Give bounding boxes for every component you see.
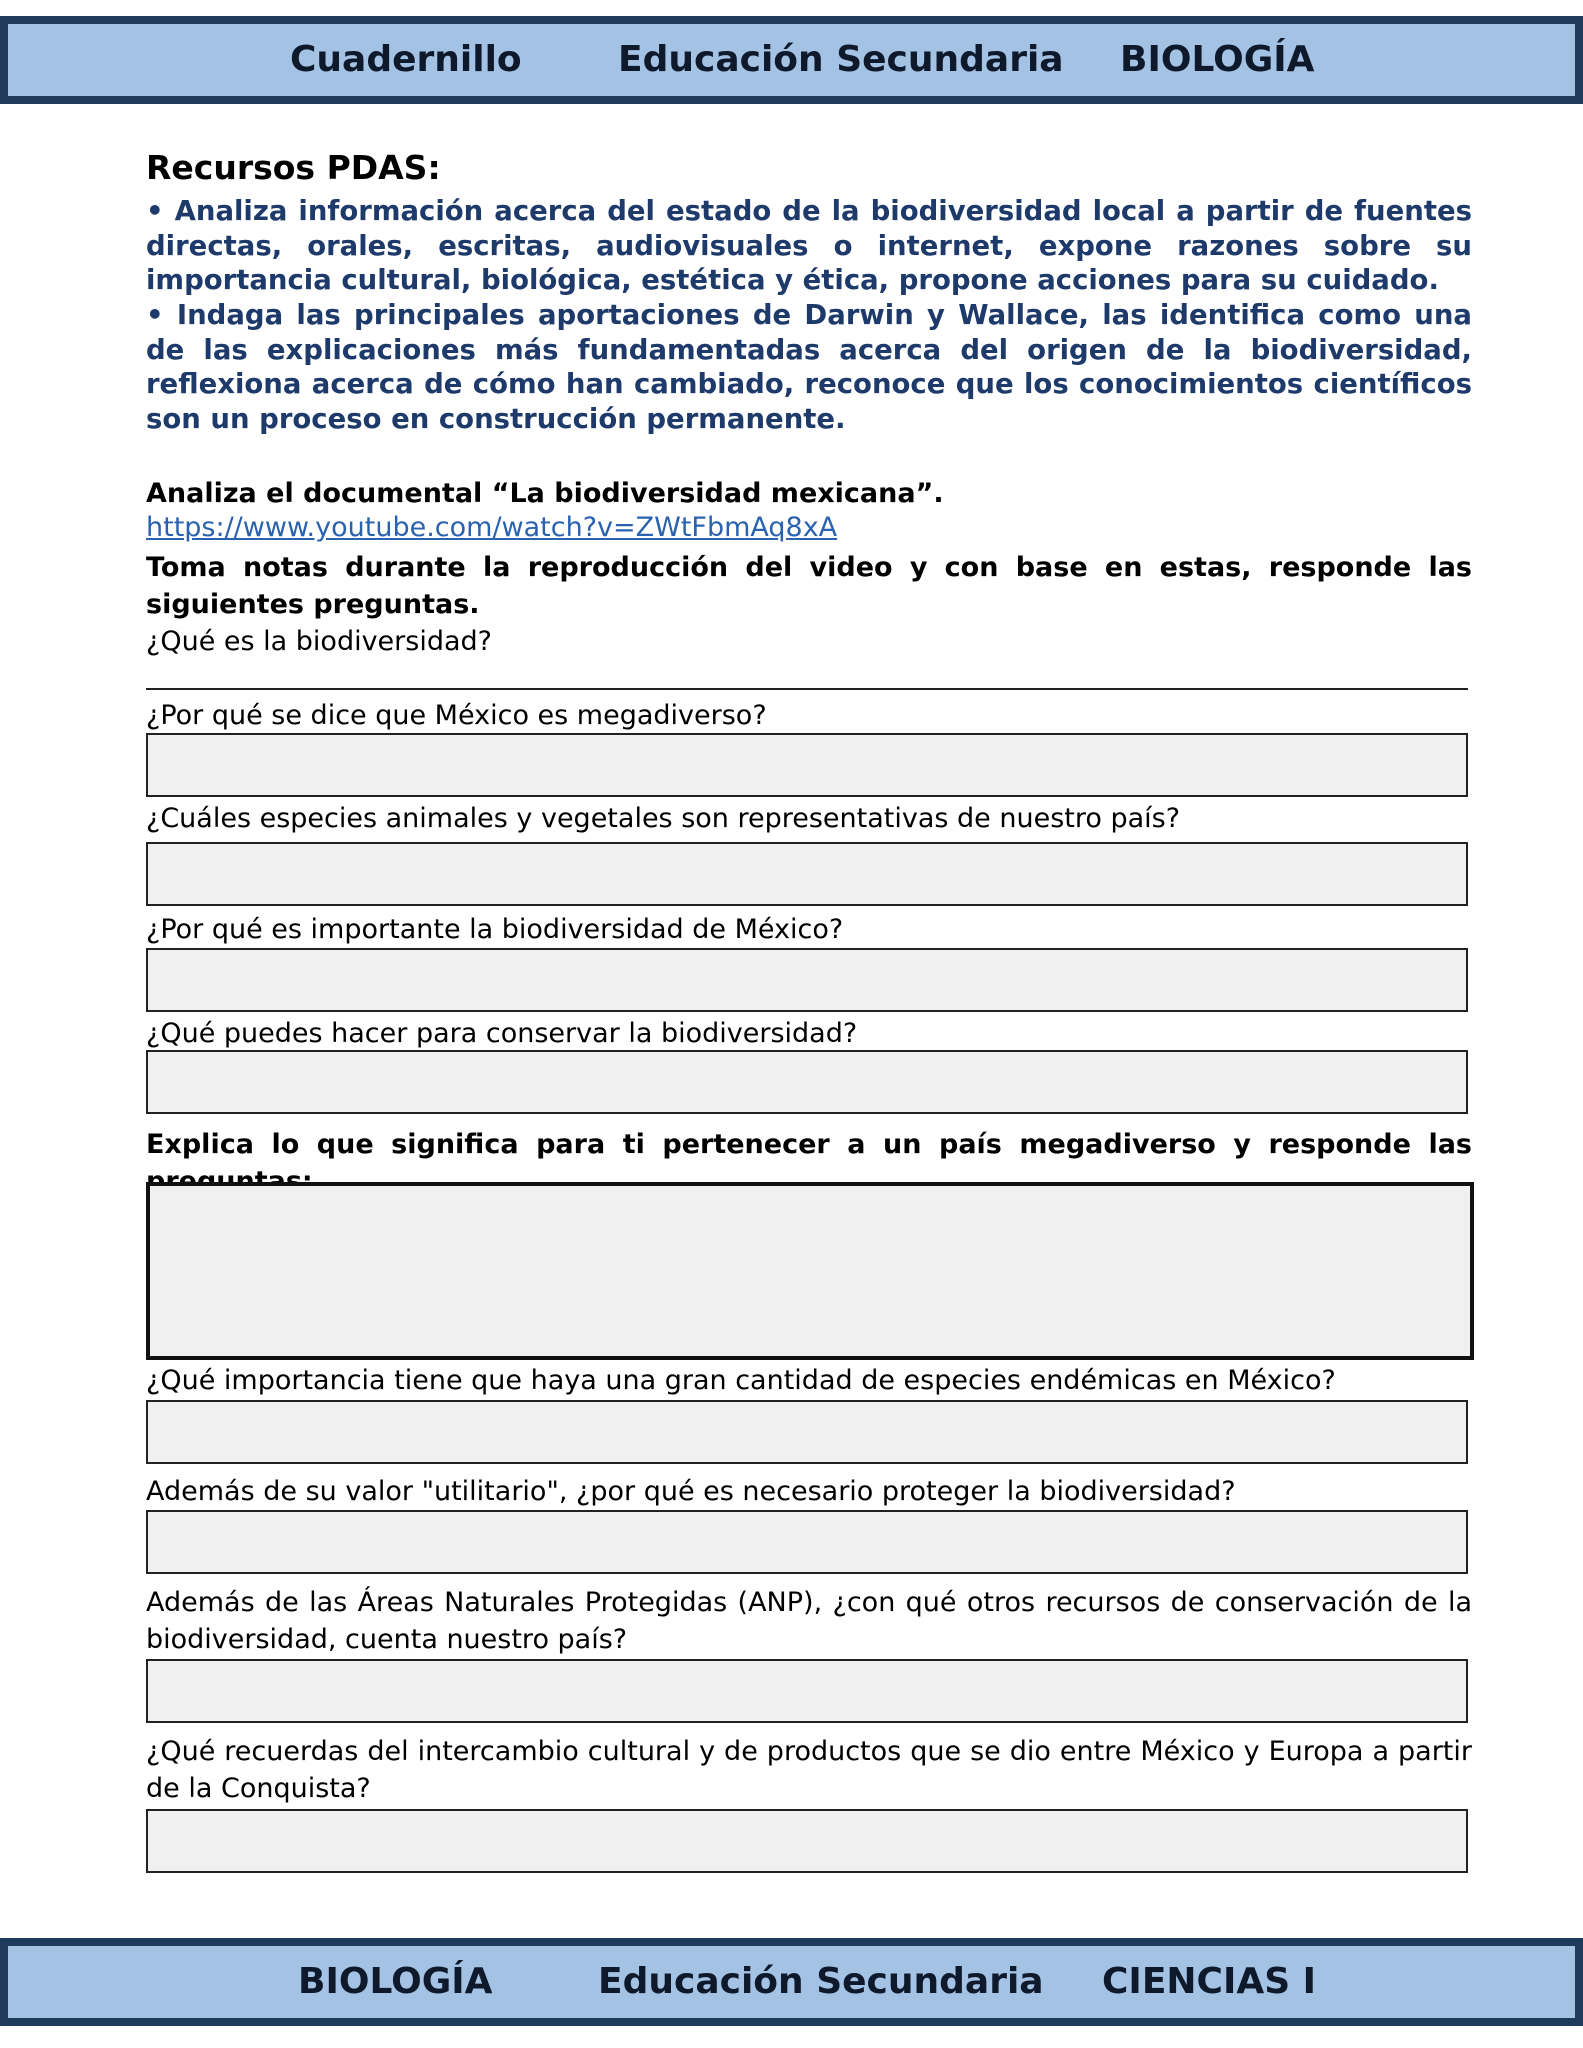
reflection-question-2: Además de su valor "utilitario", ¿por qué es necesario proteger la biodiversidad? bbox=[146, 1476, 1236, 1507]
answer-box-2[interactable] bbox=[146, 733, 1468, 797]
resources-title: Recursos PDAS: bbox=[146, 148, 441, 187]
resource-item-2: • Indaga las principales aportaciones de Darwin y Wallace, las identifica como una de las explicaciones más fundamentadas acerca del origen de la biodiversidad, reflexiona acerca de cómo han cambiado, reconoce que los conocimientos científicos son un proceso en construcción permanente. bbox=[146, 299, 1472, 435]
question-5: ¿Qué puedes hacer para conservar la biodiversidad? bbox=[146, 1018, 858, 1049]
notes-instruction: Toma notas durante la reproducción del video y con base en estas, responde las siguientes preguntas. bbox=[146, 552, 1472, 620]
footer-band bbox=[0, 1938, 1583, 2026]
reflection-instruction: Explica lo que significa para ti pertenecer a un país megadiverso y responde las bbox=[146, 1129, 1472, 1160]
question-2: ¿Por qué se dice que México es megadiverso? bbox=[146, 700, 767, 731]
footer-center-label: Educación Secundaria bbox=[598, 1961, 1044, 2002]
header-center-label: Educación Secundaria bbox=[618, 39, 1064, 80]
reflection-answer-box-2[interactable] bbox=[146, 1510, 1468, 1574]
reflection-answer-box-3[interactable] bbox=[146, 1659, 1468, 1723]
header-right-label: BIOLOGÍA bbox=[1120, 39, 1315, 80]
answer-box-4[interactable] bbox=[146, 948, 1468, 1012]
answer-line-1 bbox=[146, 688, 1468, 690]
header-band bbox=[0, 16, 1583, 104]
header-left-label: Cuadernillo bbox=[290, 39, 522, 80]
video-link[interactable]: https://www.youtube.com/watch?v=ZWtFbmAq8xA bbox=[146, 512, 838, 543]
resource-item-1: • Analiza información acerca del estado de la biodiversidad local a partir de fuentes directas, orales, escritas, audiovisuales o internet, expone razones sobre su importancia cultural, biológica, estética y ética, propone acciones para su cuidado. bbox=[146, 195, 1472, 296]
question-1: ¿Qué es la biodiversidad? bbox=[146, 626, 492, 657]
reflection-answer-box-1[interactable] bbox=[146, 1400, 1468, 1464]
footer-right-label: CIENCIAS I bbox=[1102, 1961, 1317, 2002]
question-4: ¿Por qué es importante la biodiversidad de México? bbox=[146, 914, 844, 945]
reflection-question-4: ¿Qué recuerdas del intercambio cultural y de productos que se dio entre México y Europa a partir de la Conquista? bbox=[146, 1736, 1472, 1804]
footer-left-label: BIOLOGÍA bbox=[298, 1961, 493, 2002]
activity-instruction: Analiza el documental “La biodiversidad mexicana”. bbox=[146, 478, 944, 509]
answer-box-3[interactable] bbox=[146, 842, 1468, 906]
answer-box-5[interactable] bbox=[146, 1050, 1468, 1114]
reflection-answer-box-4[interactable] bbox=[146, 1809, 1468, 1873]
reflection-answer-box[interactable] bbox=[146, 1182, 1474, 1360]
question-3: ¿Cuáles especies animales y vegetales son representativas de nuestro país? bbox=[146, 803, 1181, 834]
reflection-question-1: ¿Qué importancia tiene que haya una gran cantidad de especies endémicas en México? bbox=[146, 1365, 1336, 1396]
reflection-question-3: Además de las Áreas Naturales Protegidas (ANP), ¿con qué otros recursos de conservación de la biodiversidad, cuenta nuestro país? bbox=[146, 1587, 1472, 1655]
